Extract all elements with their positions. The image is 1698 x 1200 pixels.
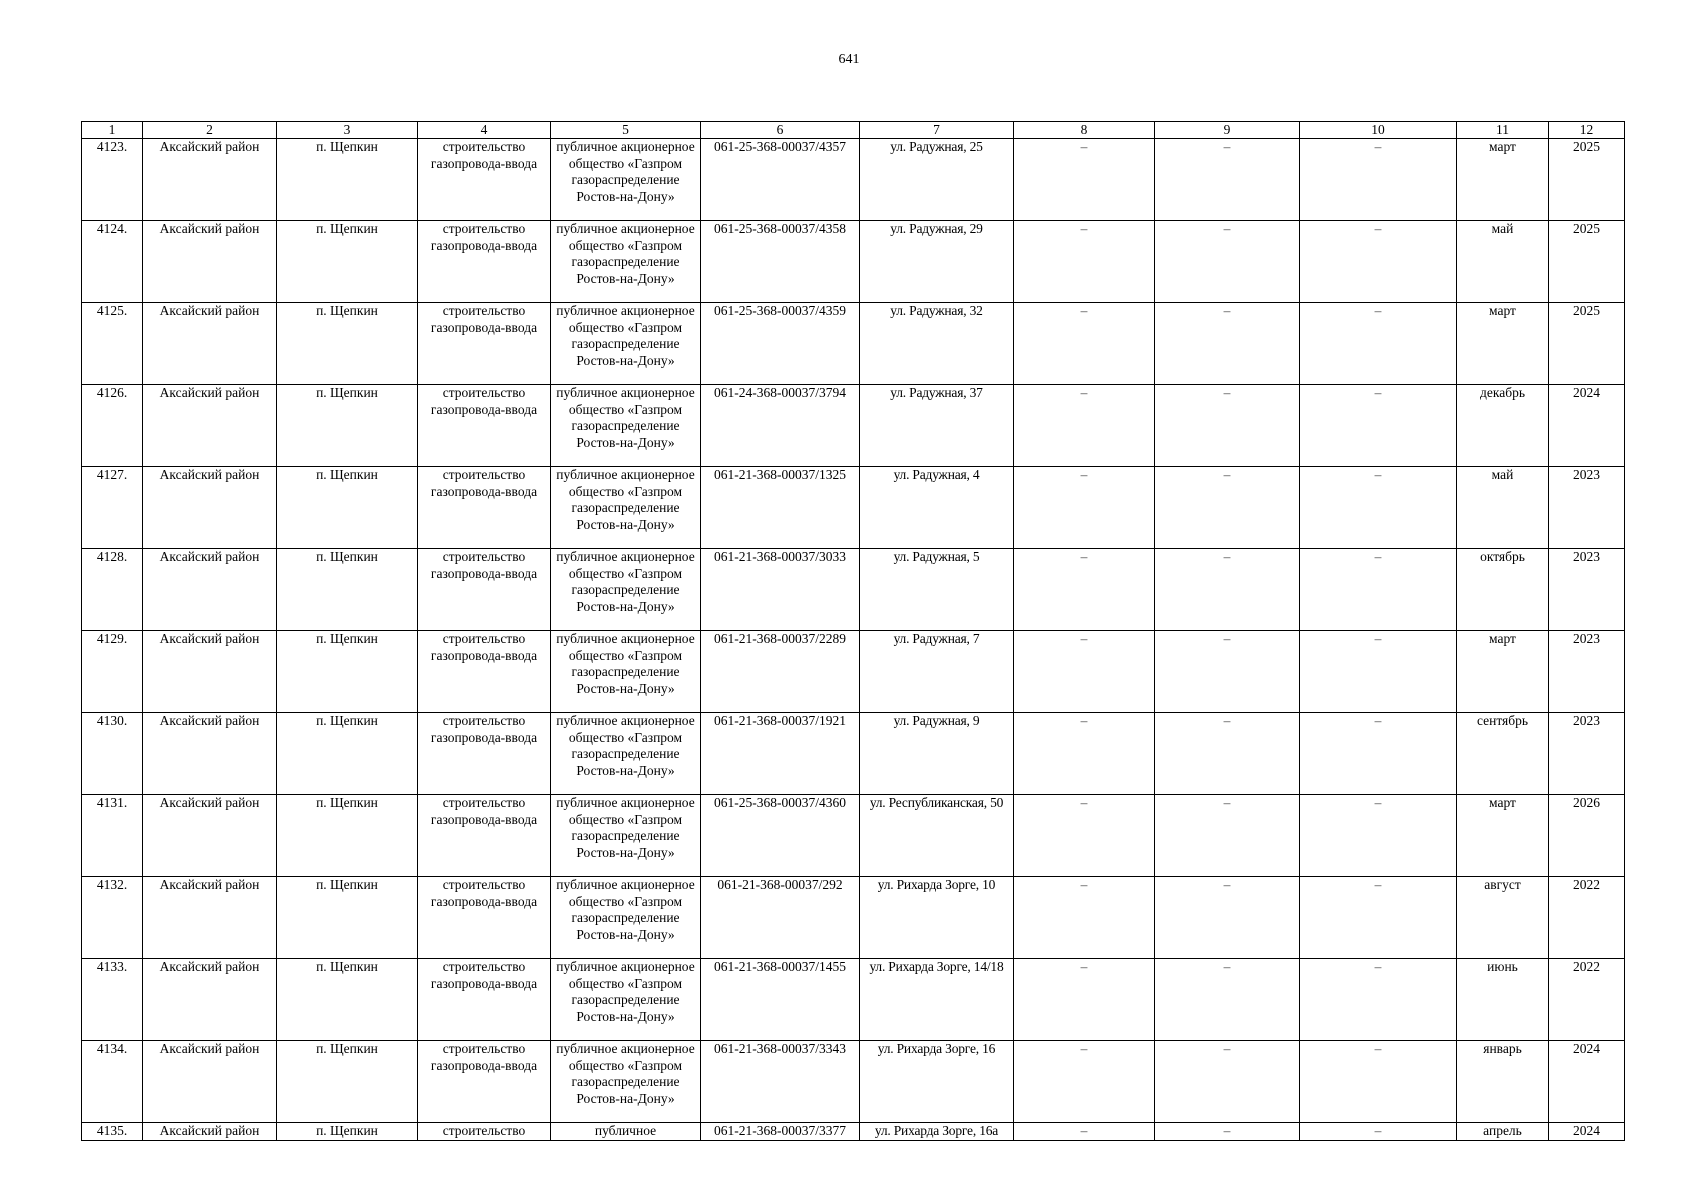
object-code-cell: 061-21-368-00037/3377 — [701, 1123, 860, 1140]
object-code-cell: 061-21-368-00037/292 — [701, 877, 860, 959]
work-type-cell: строительство газопровода-ввода — [418, 713, 551, 795]
table-row — [82, 385, 1625, 467]
district-cell: Аксайский район — [143, 959, 277, 1041]
month-cell: сентябрь — [1457, 713, 1549, 795]
column-header: 4 — [418, 122, 551, 139]
work-type-cell: строительство газопровода-ввода — [418, 959, 551, 1041]
work-type-cell: строительство газопровода-ввода — [418, 303, 551, 385]
month-cell: июнь — [1457, 959, 1549, 1041]
settlement-cell: п. Щепкин — [277, 467, 418, 549]
column-9-cell: – — [1155, 1041, 1300, 1123]
column-9-cell: – — [1155, 631, 1300, 713]
column-header: 11 — [1457, 122, 1549, 139]
column-10-cell: – — [1300, 549, 1457, 631]
object-code-cell: 061-25-368-00037/4358 — [701, 221, 860, 303]
column-9-cell: – — [1155, 795, 1300, 877]
settlement-cell: п. Щепкин — [277, 139, 418, 221]
month-cell: декабрь — [1457, 385, 1549, 467]
month-cell: январь — [1457, 1041, 1549, 1123]
year-cell: 2024 — [1549, 385, 1625, 467]
year-cell: 2026 — [1549, 795, 1625, 877]
district-cell: Аксайский район — [143, 795, 277, 877]
year-cell: 2023 — [1549, 713, 1625, 795]
table-row — [82, 1123, 1625, 1140]
address-cell: ул. Радужная, 29 — [860, 221, 1014, 303]
row-number: 4131. — [82, 795, 143, 877]
month-cell: август — [1457, 877, 1549, 959]
table-row — [82, 877, 1625, 959]
row-number: 4132. — [82, 877, 143, 959]
address-cell: ул. Радужная, 4 — [860, 467, 1014, 549]
address-cell: ул. Радужная, 32 — [860, 303, 1014, 385]
district-cell: Аксайский район — [143, 1041, 277, 1123]
row-number: 4130. — [82, 713, 143, 795]
work-type-cell: строительство газопровода-ввода — [418, 139, 551, 221]
month-cell: май — [1457, 221, 1549, 303]
column-8-cell: – — [1014, 303, 1155, 385]
settlement-cell: п. Щепкин — [277, 631, 418, 713]
year-cell: 2023 — [1549, 631, 1625, 713]
table-row — [82, 221, 1625, 303]
table-row — [82, 1041, 1625, 1123]
month-cell: март — [1457, 631, 1549, 713]
year-cell: 2022 — [1549, 877, 1625, 959]
row-number: 4127. — [82, 467, 143, 549]
column-8-cell: – — [1014, 221, 1155, 303]
column-10-cell: – — [1300, 795, 1457, 877]
row-number: 4123. — [82, 139, 143, 221]
table-body — [82, 139, 1625, 1140]
address-cell: ул. Радужная, 5 — [860, 549, 1014, 631]
address-cell: ул. Республиканская, 50 — [860, 795, 1014, 877]
page-number: 641 — [838, 52, 860, 67]
month-cell: март — [1457, 139, 1549, 221]
column-9-cell: – — [1155, 877, 1300, 959]
address-cell: ул. Радужная, 9 — [860, 713, 1014, 795]
work-type-cell: строительство газопровода-ввода — [418, 795, 551, 877]
month-cell: май — [1457, 467, 1549, 549]
owner-cell: публичное акционерное общество «Газпром газораспределение Ростов-на-Дону» — [551, 877, 701, 959]
column-header: 3 — [277, 122, 418, 139]
address-cell: ул. Рихарда Зорге, 16 — [860, 1041, 1014, 1123]
owner-cell: публичное акционерное общество «Газпром газораспределение Ростов-на-Дону» — [551, 1041, 701, 1123]
row-number: 4133. — [82, 959, 143, 1041]
row-number: 4129. — [82, 631, 143, 713]
district-cell: Аксайский район — [143, 1123, 277, 1140]
address-cell: ул. Рихарда Зорге, 16а — [860, 1123, 1014, 1140]
column-8-cell: – — [1014, 139, 1155, 221]
settlement-cell: п. Щепкин — [277, 221, 418, 303]
registry-table — [81, 121, 1625, 1141]
owner-cell: публичное акционерное общество «Газпром газораспределение Ростов-на-Дону» — [551, 221, 701, 303]
owner-cell: публичное акционерное общество «Газпром газораспределение Ростов-на-Дону» — [551, 795, 701, 877]
column-8-cell: – — [1014, 631, 1155, 713]
district-cell: Аксайский район — [143, 139, 277, 221]
settlement-cell: п. Щепкин — [277, 713, 418, 795]
column-header: 7 — [860, 122, 1014, 139]
row-number: 4135. — [82, 1123, 143, 1140]
owner-cell: публичное акционерное общество «Газпром газораспределение Ростов-на-Дону» — [551, 713, 701, 795]
table-row — [82, 631, 1625, 713]
table-row — [82, 713, 1625, 795]
owner-cell: публичное акционерное общество «Газпром газораспределение Ростов-на-Дону» — [551, 549, 701, 631]
year-cell: 2023 — [1549, 549, 1625, 631]
row-number: 4124. — [82, 221, 143, 303]
owner-cell: публичное акционерное общество «Газпром газораспределение Ростов-на-Дону» — [551, 303, 701, 385]
address-cell: ул. Радужная, 7 — [860, 631, 1014, 713]
column-8-cell: – — [1014, 877, 1155, 959]
column-header: 12 — [1549, 122, 1625, 139]
table-row — [82, 139, 1625, 221]
settlement-cell: п. Щепкин — [277, 303, 418, 385]
column-8-cell: – — [1014, 795, 1155, 877]
object-code-cell: 061-24-368-00037/3794 — [701, 385, 860, 467]
owner-cell: публичное — [551, 1123, 701, 1140]
settlement-cell: п. Щепкин — [277, 1041, 418, 1123]
column-10-cell: – — [1300, 221, 1457, 303]
column-9-cell: – — [1155, 303, 1300, 385]
table-row — [82, 467, 1625, 549]
settlement-cell: п. Щепкин — [277, 1123, 418, 1140]
column-10-cell: – — [1300, 1041, 1457, 1123]
object-code-cell: 061-25-368-00037/4357 — [701, 139, 860, 221]
row-number: 4126. — [82, 385, 143, 467]
month-cell: октябрь — [1457, 549, 1549, 631]
district-cell: Аксайский район — [143, 221, 277, 303]
year-cell: 2024 — [1549, 1041, 1625, 1123]
address-cell: ул. Рихарда Зорге, 10 — [860, 877, 1014, 959]
column-8-cell: – — [1014, 1041, 1155, 1123]
column-10-cell: – — [1300, 303, 1457, 385]
column-10-cell: – — [1300, 877, 1457, 959]
column-9-cell: – — [1155, 467, 1300, 549]
settlement-cell: п. Щепкин — [277, 877, 418, 959]
object-code-cell: 061-21-368-00037/1921 — [701, 713, 860, 795]
owner-cell: публичное акционерное общество «Газпром газораспределение Ростов-на-Дону» — [551, 139, 701, 221]
work-type-cell: строительство газопровода-ввода — [418, 221, 551, 303]
object-code-cell: 061-25-368-00037/4360 — [701, 795, 860, 877]
work-type-cell: строительство газопровода-ввода — [418, 877, 551, 959]
object-code-cell: 061-21-368-00037/2289 — [701, 631, 860, 713]
address-cell: ул. Радужная, 37 — [860, 385, 1014, 467]
column-header: 5 — [551, 122, 701, 139]
table-row — [82, 959, 1625, 1041]
work-type-cell: строительство газопровода-ввода — [418, 631, 551, 713]
district-cell: Аксайский район — [143, 631, 277, 713]
address-cell: ул. Радужная, 25 — [860, 139, 1014, 221]
object-code-cell: 061-25-368-00037/4359 — [701, 303, 860, 385]
column-header: 1 — [82, 122, 143, 139]
month-cell: март — [1457, 795, 1549, 877]
object-code-cell: 061-21-368-00037/3033 — [701, 549, 860, 631]
column-10-cell: – — [1300, 385, 1457, 467]
year-cell: 2023 — [1549, 467, 1625, 549]
work-type-cell: строительство — [418, 1123, 551, 1140]
owner-cell: публичное акционерное общество «Газпром газораспределение Ростов-на-Дону» — [551, 959, 701, 1041]
column-9-cell: – — [1155, 549, 1300, 631]
column-header: 2 — [143, 122, 277, 139]
work-type-cell: строительство газопровода-ввода — [418, 385, 551, 467]
year-cell: 2022 — [1549, 959, 1625, 1041]
column-10-cell: – — [1300, 631, 1457, 713]
year-cell: 2025 — [1549, 139, 1625, 221]
column-9-cell: – — [1155, 1123, 1300, 1140]
column-10-cell: – — [1300, 467, 1457, 549]
address-cell: ул. Рихарда Зорге, 14/18 — [860, 959, 1014, 1041]
column-9-cell: – — [1155, 385, 1300, 467]
owner-cell: публичное акционерное общество «Газпром газораспределение Ростов-на-Дону» — [551, 385, 701, 467]
column-header: 10 — [1300, 122, 1457, 139]
year-cell: 2025 — [1549, 221, 1625, 303]
column-8-cell: – — [1014, 467, 1155, 549]
district-cell: Аксайский район — [143, 303, 277, 385]
column-10-cell: – — [1300, 959, 1457, 1041]
row-number: 4125. — [82, 303, 143, 385]
column-10-cell: – — [1300, 1123, 1457, 1140]
row-number: 4128. — [82, 549, 143, 631]
settlement-cell: п. Щепкин — [277, 549, 418, 631]
month-cell: апрель — [1457, 1123, 1549, 1140]
column-10-cell: – — [1300, 139, 1457, 221]
column-8-cell: – — [1014, 1123, 1155, 1140]
table-row — [82, 795, 1625, 877]
column-10-cell: – — [1300, 713, 1457, 795]
year-cell: 2024 — [1549, 1123, 1625, 1140]
work-type-cell: строительство газопровода-ввода — [418, 1041, 551, 1123]
object-code-cell: 061-21-368-00037/3343 — [701, 1041, 860, 1123]
work-type-cell: строительство газопровода-ввода — [418, 467, 551, 549]
column-header: 8 — [1014, 122, 1155, 139]
column-header: 6 — [701, 122, 860, 139]
column-8-cell: – — [1014, 385, 1155, 467]
district-cell: Аксайский район — [143, 549, 277, 631]
settlement-cell: п. Щепкин — [277, 959, 418, 1041]
column-9-cell: – — [1155, 959, 1300, 1041]
table-row — [82, 303, 1625, 385]
district-cell: Аксайский район — [143, 877, 277, 959]
column-9-cell: – — [1155, 713, 1300, 795]
district-cell: Аксайский район — [143, 385, 277, 467]
table-row — [82, 549, 1625, 631]
column-8-cell: – — [1014, 713, 1155, 795]
district-cell: Аксайский район — [143, 467, 277, 549]
column-9-cell: – — [1155, 139, 1300, 221]
row-number: 4134. — [82, 1041, 143, 1123]
column-9-cell: – — [1155, 221, 1300, 303]
year-cell: 2025 — [1549, 303, 1625, 385]
object-code-cell: 061-21-368-00037/1455 — [701, 959, 860, 1041]
district-cell: Аксайский район — [143, 713, 277, 795]
month-cell: март — [1457, 303, 1549, 385]
owner-cell: публичное акционерное общество «Газпром газораспределение Ростов-на-Дону» — [551, 631, 701, 713]
column-number-row — [82, 122, 1625, 139]
owner-cell: публичное акционерное общество «Газпром газораспределение Ростов-на-Дону» — [551, 467, 701, 549]
object-code-cell: 061-21-368-00037/1325 — [701, 467, 860, 549]
work-type-cell: строительство газопровода-ввода — [418, 549, 551, 631]
settlement-cell: п. Щепкин — [277, 795, 418, 877]
column-8-cell: – — [1014, 549, 1155, 631]
column-header: 9 — [1155, 122, 1300, 139]
settlement-cell: п. Щепкин — [277, 385, 418, 467]
column-8-cell: – — [1014, 959, 1155, 1041]
